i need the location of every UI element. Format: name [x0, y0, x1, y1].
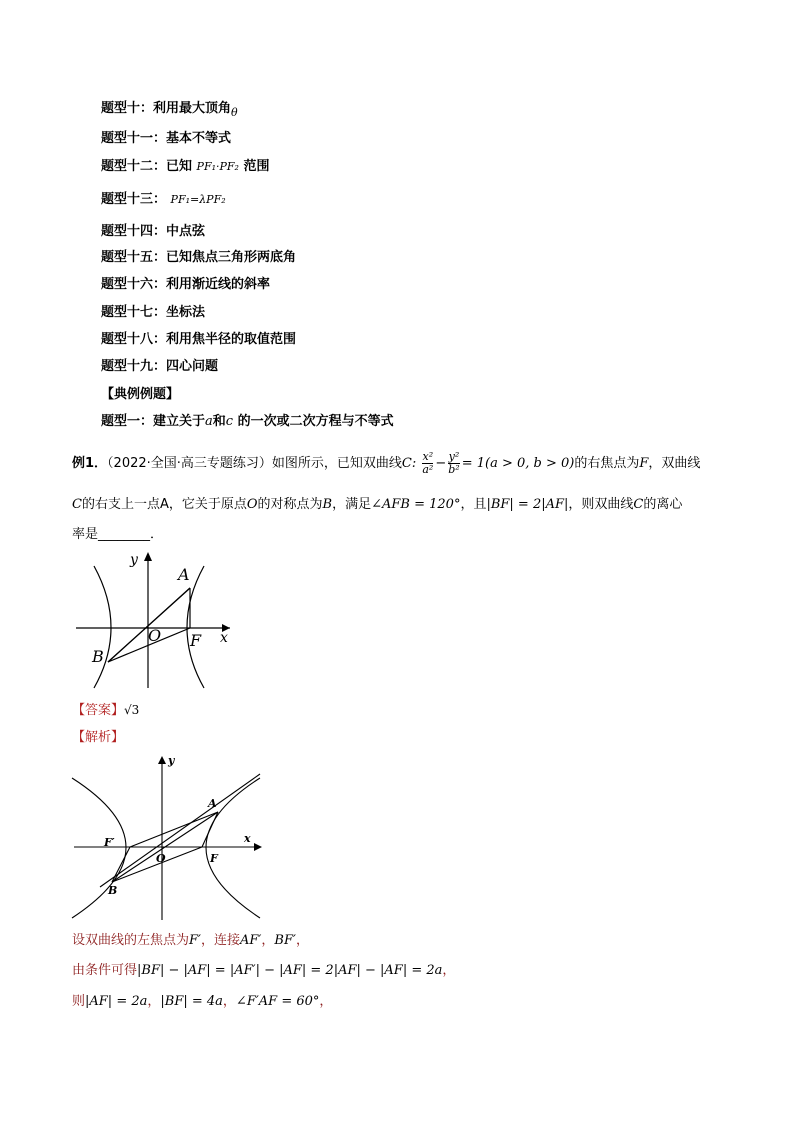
list-item-10: 题型十：利用最大顶角$_\theta$ [101, 101, 238, 119]
list-item-11: 题型十一：基本不等式 [101, 131, 232, 146]
fig2-label-y: y [168, 754, 175, 767]
fig1-label-y: y [130, 552, 138, 568]
hyperbola-figure-1 [72, 548, 232, 692]
list-item-16: 题型十六：利用渐近线的斜率 [101, 277, 271, 292]
asymptote [100, 774, 260, 887]
fig1-label-b: B [92, 647, 104, 666]
segment-bfp [112, 847, 130, 882]
list-item-17: 题型十七：坐标法 [101, 305, 206, 320]
left-branch [72, 778, 126, 918]
list-item-18: 题型十八：利用焦半径的取值范围 [101, 332, 297, 347]
list-item-12: 题型十二：已知 PF₁·PF₂ 范围 [101, 159, 270, 174]
fig1-label-x: x [220, 630, 228, 646]
list-item-13: 题型十三： PF₁=λPF₂ [101, 192, 226, 207]
left-branch [94, 566, 111, 688]
solution-line-1: 设双曲线的左焦点为F′，连接AF′，BF′， [72, 933, 309, 948]
example-line-1: 例1．（2022·全国·高三专题练习）如图所示，已知双曲线C: $\frac{\text{x²}}{\text{a²}}$ − $\frac{\text{y²}}{\text{b²}}$ = 1(a > 0, b > 0)的右焦点为F，双曲线 [72, 450, 701, 476]
fig2-label-b: B [108, 884, 118, 897]
fig2-label-a: A [208, 797, 217, 810]
hyperbola-figure-2 [70, 752, 270, 922]
list-item-14: 题型十四：中点弦 [101, 224, 206, 239]
fig1-label-a: A [178, 565, 190, 584]
list-item-15: 题型十五：已知焦点三角形两底角 [101, 250, 297, 265]
type-one-heading: 题型一：建立关于a和c 的一次或二次方程与不等式 [101, 414, 394, 429]
section-header: 【典例例题】 [101, 387, 180, 402]
fig2-label-o: O [156, 852, 166, 865]
fig2-label-fprime: F′ [104, 836, 115, 849]
fig2-label-f: F [210, 852, 218, 865]
solution-line-3: 则|AF| = 2a，|BF| = 4a，∠F′AF = 60°， [72, 994, 333, 1009]
fig1-label-o: O [148, 626, 162, 645]
analysis-label: 【解析】 [72, 730, 125, 745]
fig1-label-f: F [190, 631, 202, 650]
solution-line-2: 由条件可得|BF| − |AF| = |AF′| − |AF| = 2|AF| − |AF| = 2a， [72, 963, 456, 978]
fig2-label-x: x [244, 832, 251, 845]
answer-line: 【答案】√3 [72, 703, 140, 718]
list-item-19: 题型十九：四心问题 [101, 359, 219, 374]
example-line-3: 率是________． [72, 527, 164, 542]
example-line-2: C的右支上一点A，它关于原点O的对称点为B，满足∠AFB = 120°，且|BF| = 2|AF|，则双曲线C的离心 [72, 497, 683, 512]
